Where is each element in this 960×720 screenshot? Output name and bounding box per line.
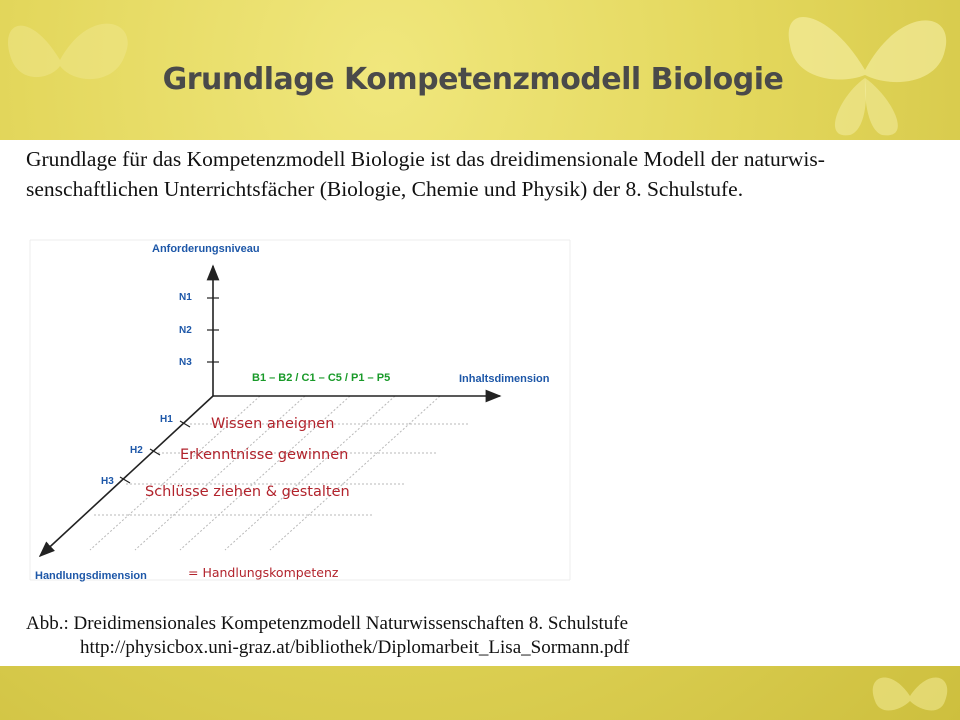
caption-url: http://physicbox.uni-graz.at/bibliothek/Diplomarbeit_Lisa_Sormann.pdf [80, 637, 630, 658]
figure-caption [26, 612, 726, 660]
faint-grid [30, 240, 570, 580]
caption-text: Abb.: Dreidimensionales Kompetenzmodell Naturwissenschaften 8. Schulstufe [26, 613, 629, 634]
z-tick-h3: H3 [101, 476, 114, 487]
z-axis-label: Handlungsdimension [35, 570, 147, 582]
depth-grid-horizontal [94, 424, 470, 515]
z-axis-line [40, 396, 213, 556]
y-tick-n2: N2 [179, 325, 192, 336]
competence-wissen-aneignen: Wissen aneignen [211, 416, 335, 432]
competence-schluesse-ziehen: Schlüsse ziehen & gestalten [145, 484, 350, 500]
slide-title: Grundlage Kompetenzmodell Biologie [162, 62, 784, 97]
x-axis-label: Inhaltsdimension [459, 373, 550, 385]
z-tick-h2: H2 [130, 445, 143, 456]
y-axis-label: Anforderungsniveau [152, 243, 260, 255]
z-tick-h1: H1 [160, 414, 173, 425]
y-tick-n3: N3 [179, 357, 192, 368]
y-tick-n1: N1 [179, 292, 192, 303]
handlungskompetenz-note: = Handlungskompetenz [188, 565, 339, 580]
content-range-label: B1 – B2 / C1 – C5 / P1 – P5 [252, 372, 391, 384]
intro-line-1: Grundlage für das Kompetenzmodell Biologie ist das dreidimensionale Modell der naturwis- [26, 147, 825, 171]
intro-line-2: senschaftlichen Unterrichtsfächer (Biologie, Chemie und Physik) der 8. Schulstufe. [26, 177, 744, 201]
competence-erkenntnisse-gewinnen: Erkenntnisse gewinnen [180, 447, 349, 463]
